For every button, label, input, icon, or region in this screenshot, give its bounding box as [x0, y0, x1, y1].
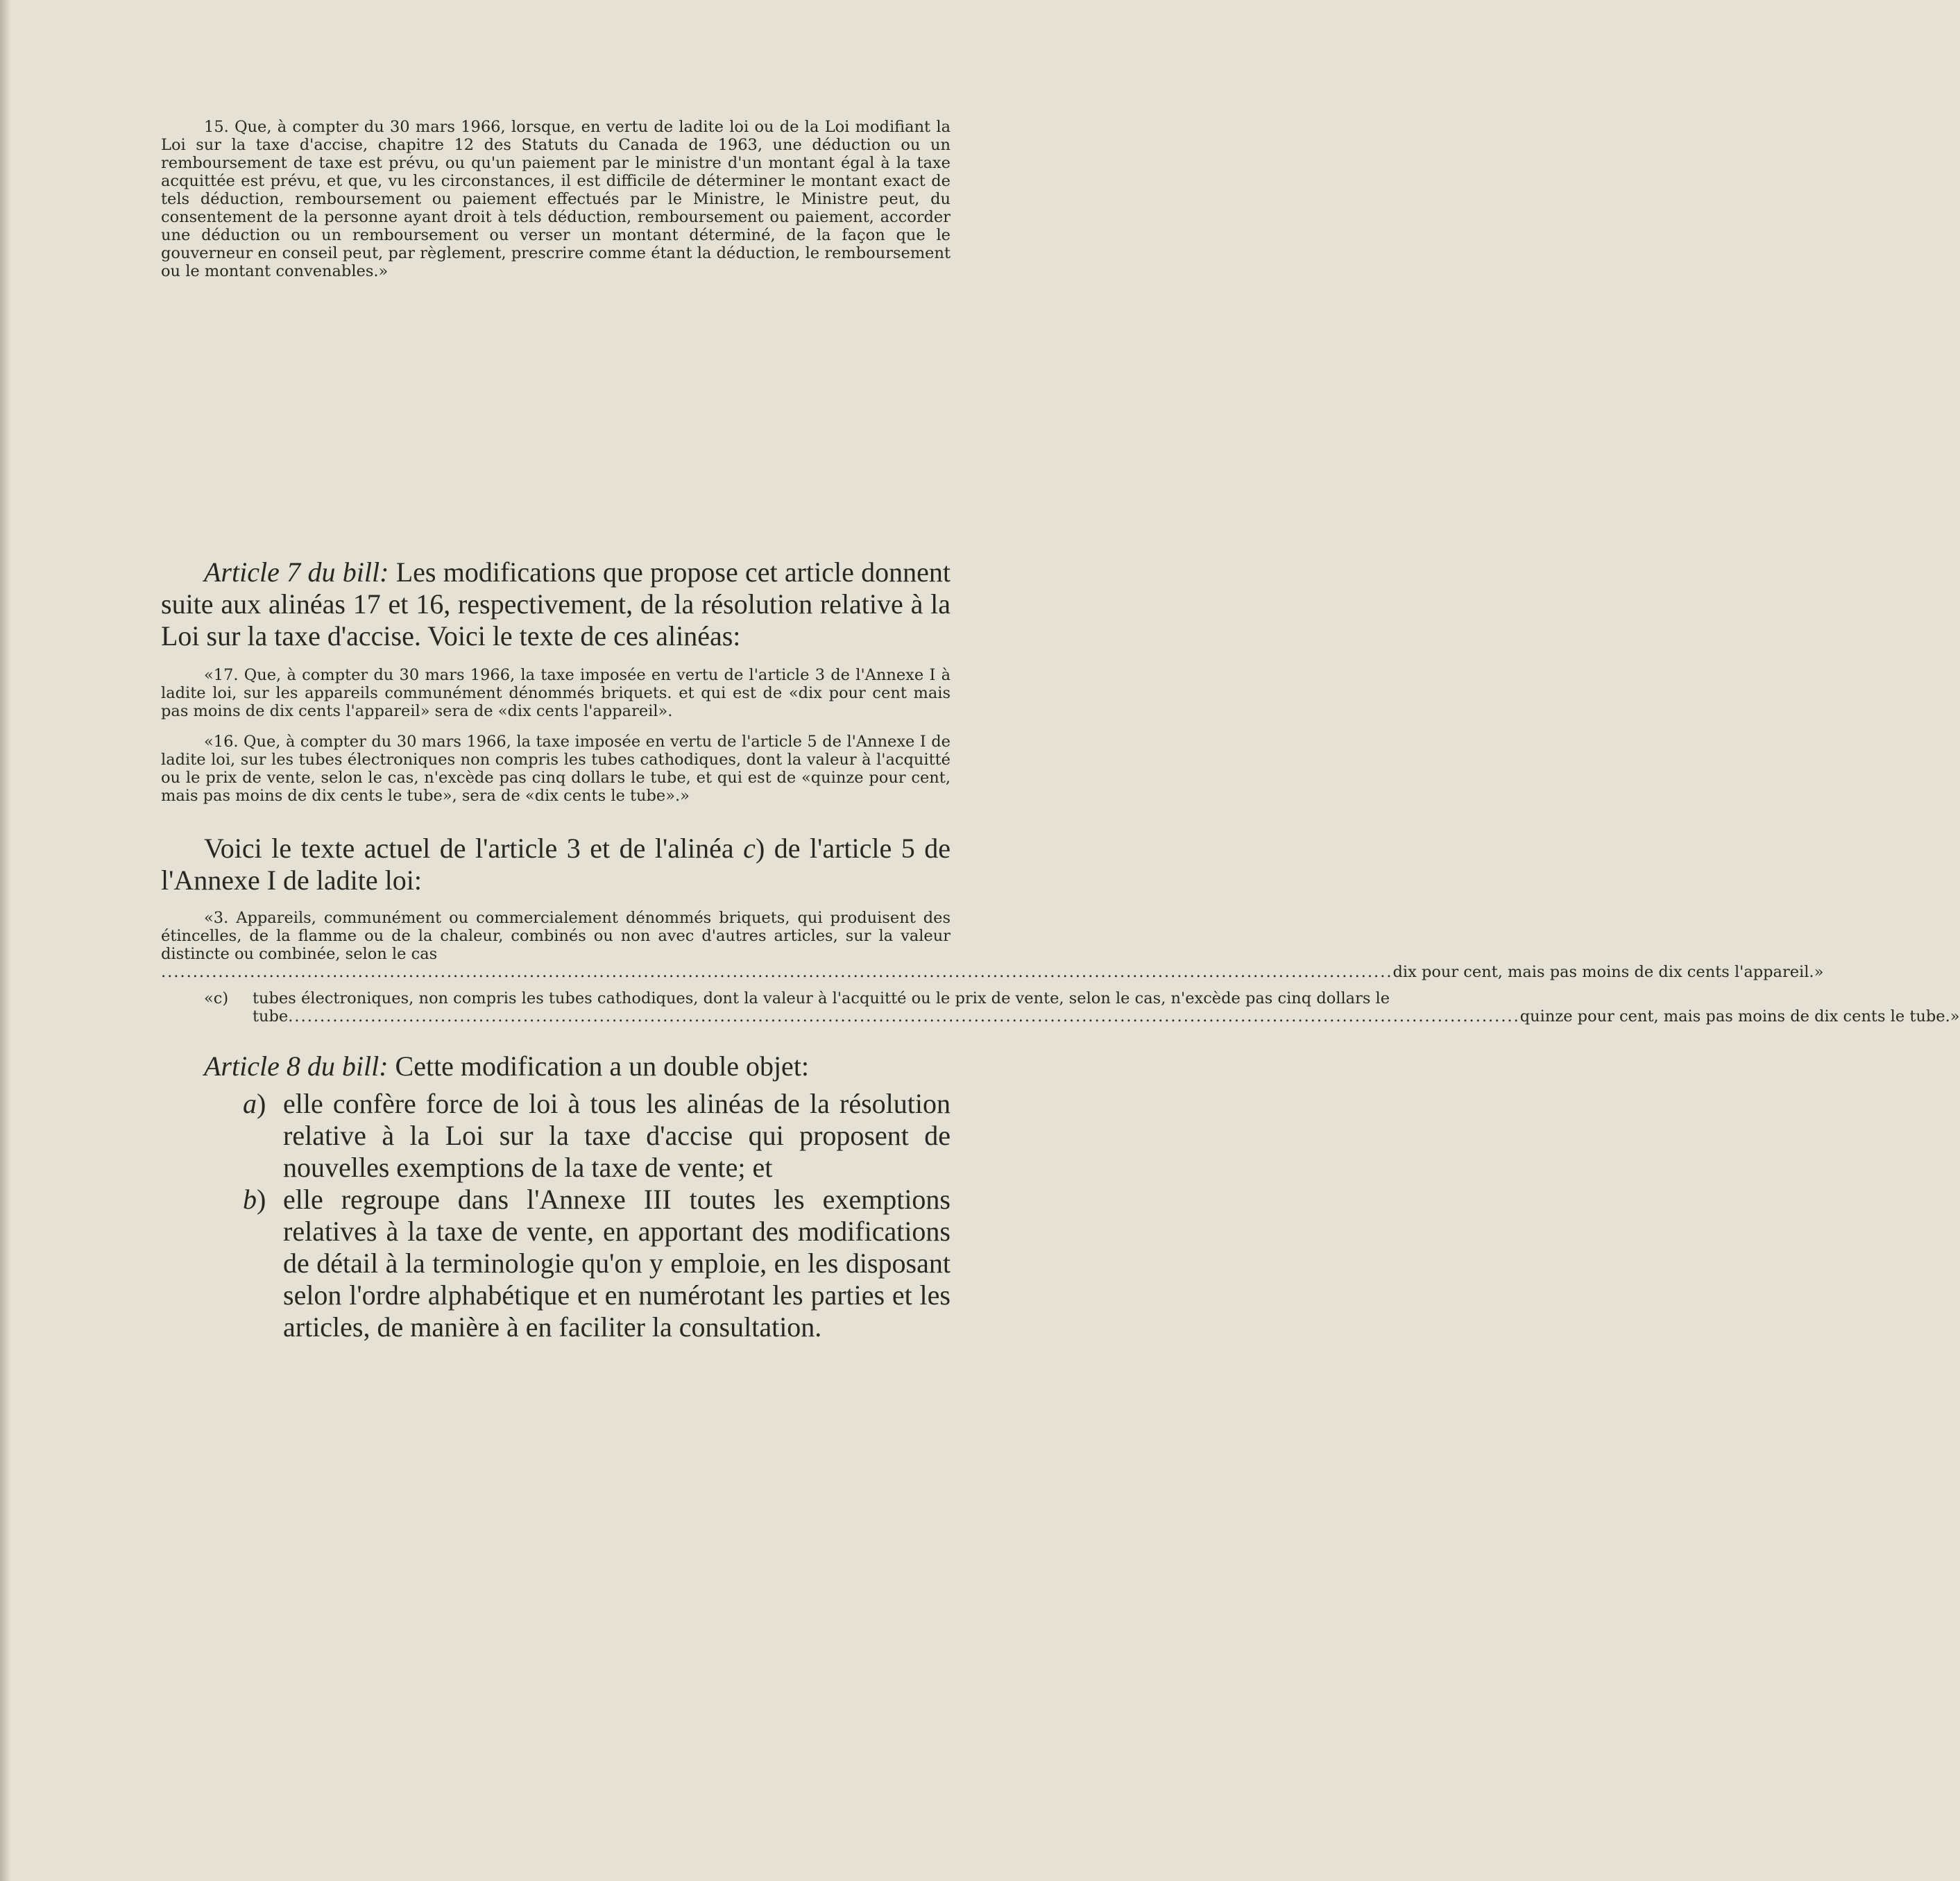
- list-marker-a-letter: a: [243, 1088, 257, 1119]
- list-marker-b-letter: b: [243, 1184, 257, 1215]
- paragraph-15-number: 15.: [204, 118, 229, 136]
- quote-17: «17. Que, à compter du 30 mars 1966, la taxe imposée en vertu de l'article 3 de l'Annexe I à ladite loi, sur les appareils communément dénommés briquets. et qui est de «dix pour cent mais pas moins de dix cents l'appareil» sera de «dix cents l'appareil».: [161, 666, 951, 720]
- page-content: [161, 118, 1960, 1343]
- item-3-block: [161, 909, 1824, 981]
- page-edge-shadow: [0, 0, 11, 1881]
- article-7-lead: Article 7 du bill:: [204, 556, 389, 588]
- item-3-rate: dix pour cent, mais pas moins de dix cents l'appareil.»: [1392, 963, 1824, 981]
- item-c-body: [253, 989, 1960, 1025]
- article-8-text: Cette modification a un double objet:: [395, 1050, 810, 1082]
- item-3-text: «3. Appareils, communément ou commercialement dénommés briquets, qui produisent des étincelles, de la flamme ou de la chaleur, combinés ou non avec d'autres articles, sur la valeur distincte ou combinée, selon le cas: [161, 909, 951, 963]
- paragraph-15: [161, 118, 951, 280]
- list-item-b: [243, 1184, 951, 1343]
- dot-leader: [288, 1007, 1520, 1025]
- current-text-intro-2: ) de l'article 5 de l'Annexe I de ladite loi:: [161, 833, 951, 896]
- list-item-a-text: elle confère force de loi à tous les alinéas de la résolution relative à la Loi sur la taxe d'accise qui proposent de nouvelles exemptions de la taxe de vente; et: [283, 1088, 951, 1183]
- item-c-text: tubes électroniques, non compris les tubes cathodiques, dont la valeur à l'acquitté ou le prix de vente, selon le cas, n'excède pas cinq dollars le: [253, 989, 1390, 1007]
- list-marker-b: b): [243, 1184, 266, 1215]
- item-3-rate-line: [161, 963, 1824, 981]
- item-c-lead: tube: [253, 1007, 289, 1025]
- article-8-heading: [161, 1050, 951, 1082]
- article-7-heading: [161, 556, 951, 652]
- item-c-rate-line: [253, 1007, 1960, 1025]
- current-text-intro-italic: c: [743, 833, 756, 864]
- dot-leader: [161, 963, 1393, 981]
- item-c-marker: «c): [204, 989, 229, 1007]
- current-text-intro-1: Voici le texte actuel de l'article 3 et de l'alinéa: [204, 833, 744, 864]
- list-item-a: [243, 1088, 951, 1184]
- current-text-heading: [161, 833, 951, 896]
- item-c-rate: quinze pour cent, mais pas moins de dix cents le tube.»: [1519, 1007, 1960, 1025]
- article-8-lead: Article 8 du bill:: [204, 1050, 389, 1082]
- article-7-text: Les modifications que propose cet article donnent suite aux alinéas 17 et 16, respectivement, de la résolution relative à la Loi sur la taxe d'accise. Voici le texte de ces alinéas:: [161, 556, 951, 652]
- quote-16: «16. Que, à compter du 30 mars 1966, la taxe imposée en vertu de l'article 5 de l'Annexe I de ladite loi, sur les tubes électroniques non compris les tubes cathodiques, dont la valeur à l'acquitté ou le prix de vente, selon le cas, n'excède pas cinq dollars le tube, et qui est de «quinze pour cent, mais pas moins de dix cents le tube», sera de «dix cents le tube».»: [161, 733, 951, 805]
- list-item-b-text: elle regroupe dans l'Annexe III toutes les exemptions relatives à la taxe de vente, en apportant des modifications de détail à la terminologie qu'on y emploie, en les disposant selon l'ordre alphabétique et en numérotant les parties et les articles, de manière à en faciliter la consultation.: [283, 1184, 951, 1343]
- item-c-block: [204, 989, 1960, 1025]
- list-marker-a: a): [243, 1088, 266, 1119]
- paragraph-15-text: Que, à compter du 30 mars 1966, lorsque, en vertu de ladite loi ou de la Loi modifiant la Loi sur la taxe d'accise, chapitre 12 des Statuts du Canada de 1963, une déduction ou un remboursement de taxe est prévu, ou qu'un paiement par le ministre d'un montant égal à la taxe acquittée est prévu, et que, vu les circonstances, il est difficile de déterminer le montant exact de tels déduction, remboursement ou paiement effectués par le Ministre, le Ministre peut, du consentement de la personne ayant droit à tels déduction, remboursement ou paiement, accorder une déduction ou un remboursement ou verser un montant déterminé, de la façon que le gouverneur en conseil peut, par règlement, prescrire comme étant la déduction, le remboursement ou le montant convenables.»: [161, 118, 951, 280]
